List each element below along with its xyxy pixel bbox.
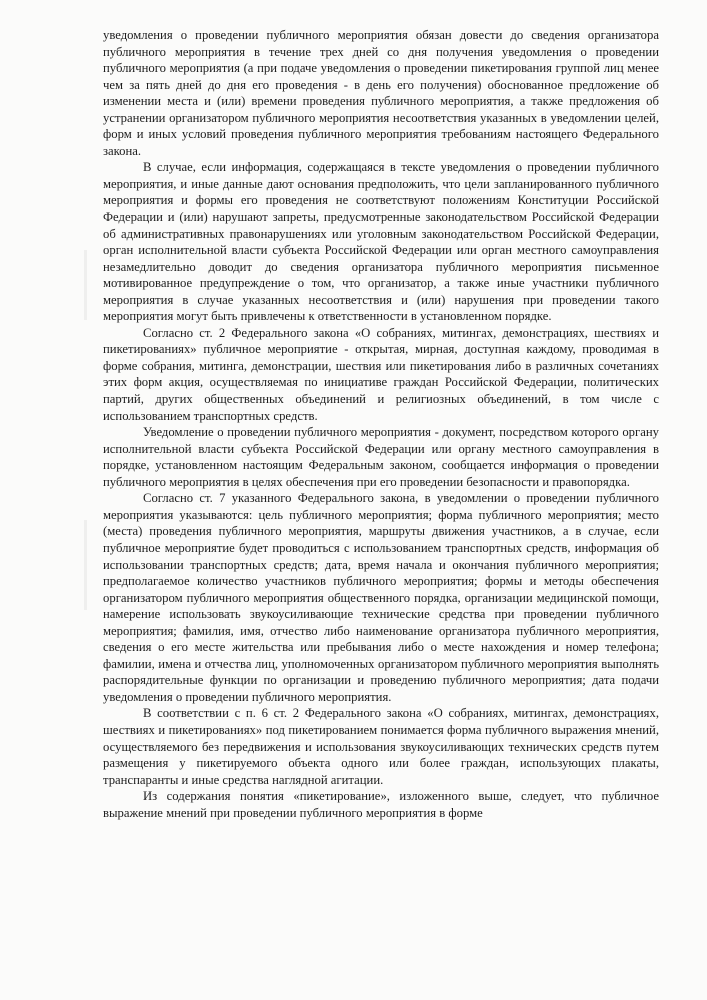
document-body xyxy=(103,27,659,821)
paragraph-notification-contents: Согласно ст. 7 указанного Федерального закона, в уведомлении о проведении публичного мероприятия указываются: цель публичного мероприятия; форма публичного мероприятия; место (места) проведения публичного мероприятия, маршруты движения участников, а в случае, если публичное мероприятие будет проводиться с использованием транспортных средств, информация об использовании транспортных средств; дата, время начала и окончания публичного мероприятия; предполагаемое количество участников публичного мероприятия; формы и методы обеспечения организатором публичного мероприятия общественного порядка, организации медицинской помощи, намерение использовать звукоусиливающие технические средства при проведении публичного мероприятия; фамилия, имя, отчество либо наименование организатора публичного мероприятия, сведения о его месте жительства или пребывания либо о месте нахождения и номер телефона; фамилии, имена и отчества лиц, уполномоченных организатором публичного мероприятия выполнять распорядительные функции по организации и проведению публичного мероприятия; дата подачи уведомления о проведении публичного мероприятия. xyxy=(103,491,659,704)
paragraph-picketing-conclusion: Из содержания понятия «пикетирование», изложенного выше, следует, что публичное выражение мнений при проведении публичного мероприятия в форме xyxy=(103,789,659,820)
paragraph-notification-definition: Уведомление о проведении публичного мероприятия - документ, посредством которого органу исполнительной власти субъекта Российской Федерации или органу местного самоуправления в порядке, установленном настоящим Федеральным законом, сообщается информация о проведении публичного мероприятия в целях обеспечения при его проведении безопасности и правопорядка. xyxy=(103,425,659,489)
scan-artifact xyxy=(84,520,87,610)
scan-artifact xyxy=(84,250,87,320)
paragraph-public-event-definition: Согласно ст. 2 Федерального закона «О собраниях, митингах, демонстрациях, шествиях и пикетированиях» публичное мероприятие - открытая, мирная, доступная каждому, проводимая в форме собрания, митинга, демонстрации, шествия или пикетирования либо в различных сочетаниях этих форм акция, осуществляемая по инициативе граждан Российской Федерации, политических партий, других общественных объединений и религиозных объединений, в том числе с использованием транспортных средств. xyxy=(103,325,659,423)
paragraph-continuation: уведомления о проведении публичного мероприятия обязан довести до сведения организатора публичного мероприятия в течение трех дней со дня получения уведомления о проведении публичного мероприятия (а при подаче уведомления о проведении пикетирования группой лиц менее чем за пять дней до дня его проведения - в день его получения) обоснованное предложение об изменении места и (или) времени проведения публичного мероприятия, а также предложения об устранении организатором публичного мероприятия несоответствия указанных в уведомлении целей, форм и иных условий проведения публичного мероприятия требованиям настоящего Федерального закона. xyxy=(103,28,659,158)
paragraph-picketing-definition: В соответствии с п. 6 ст. 2 Федерального закона «О собраниях, митингах, демонстрациях, шествиях и пикетированиях» под пикетированием понимается форма публичного выражения мнений, осуществляемого без передвижения и использования звукоусиливающих технических средств путем размещения у пикетируемого объекта одного или более граждан, использующих плакаты, транспаранты и иные средства наглядной агитации. xyxy=(103,706,659,787)
paragraph-warning: В случае, если информация, содержащаяся в тексте уведомления о проведении публичного мероприятия, и иные данные дают основания предположить, что цели запланированного публичного мероприятия и формы его проведения не соответствуют положениям Конституции Российской Федерации и (или) нарушают запреты, предусмотренные законодательством Российской Федерации об административных правонарушениях или уголовным законодательством Российской Федерации, орган исполнительной власти субъекта Российской Федерации или орган местного самоуправления незамедлительно доводит до сведения организатора публичного мероприятия письменное мотивированное предупреждение о том, что организатор, а также иные участники публичного мероприятия в случае указанных несоответствия и (или) нарушения при проведении такого мероприятия могут быть привлечены к ответственности в установленном порядке. xyxy=(103,160,659,324)
